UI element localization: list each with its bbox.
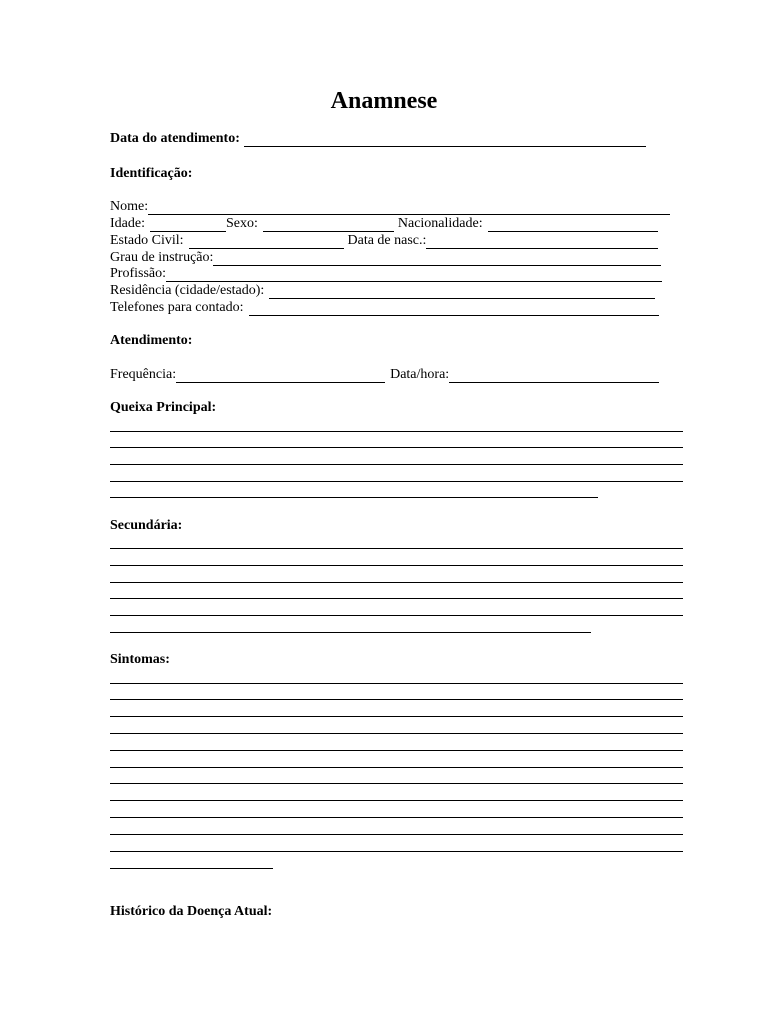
- symptoms-line[interactable]: [110, 767, 683, 768]
- phones-row: [110, 300, 659, 316]
- symptoms-line[interactable]: [110, 817, 683, 818]
- age-sex-nationality-row: [110, 216, 658, 232]
- symptoms-line[interactable]: [110, 716, 683, 717]
- main-complaint-heading: Queixa Principal:: [110, 400, 217, 415]
- identification-heading: Identificação:: [110, 166, 193, 181]
- main-complaint-line[interactable]: [110, 464, 683, 465]
- symptoms-line[interactable]: [110, 683, 683, 684]
- main-complaint-line[interactable]: [110, 431, 683, 432]
- age-field[interactable]: [150, 218, 226, 232]
- datetime-label: Data/hora:: [390, 367, 450, 382]
- symptoms-line[interactable]: [110, 699, 683, 700]
- symptoms-heading: Sintomas:: [110, 652, 170, 667]
- date-field[interactable]: [244, 133, 646, 147]
- secondary-line[interactable]: [110, 615, 683, 616]
- secondary-line[interactable]: [110, 598, 683, 599]
- nationality-label: Nacionalidade:: [397, 216, 483, 231]
- secondary-line[interactable]: [110, 632, 591, 633]
- civil-status-field[interactable]: [189, 235, 344, 249]
- phones-label: Telefones para contado:: [110, 300, 244, 315]
- frequency-row: [110, 367, 659, 383]
- datetime-field[interactable]: [449, 369, 659, 383]
- name-label: Nome:: [110, 199, 149, 214]
- name-field[interactable]: [148, 201, 670, 215]
- symptoms-line[interactable]: [110, 783, 683, 784]
- profession-field[interactable]: [166, 268, 662, 282]
- sex-field[interactable]: [263, 218, 394, 232]
- name-row: [110, 199, 670, 215]
- secondary-line[interactable]: [110, 565, 683, 566]
- residence-field[interactable]: [269, 285, 655, 299]
- civil-status-label: Estado Civil:: [110, 233, 184, 248]
- symptoms-line[interactable]: [110, 750, 683, 751]
- profession-row: [110, 266, 662, 282]
- education-row: [110, 250, 661, 266]
- symptoms-line[interactable]: [110, 733, 683, 734]
- attendance-heading: Atendimento:: [110, 333, 193, 348]
- history-heading: Histórico da Doença Atual:: [110, 904, 273, 919]
- residence-row: [110, 283, 655, 299]
- sex-label: Sexo:: [225, 216, 258, 231]
- symptoms-line[interactable]: [110, 834, 683, 835]
- frequency-field[interactable]: [176, 369, 385, 383]
- main-complaint-line[interactable]: [110, 447, 683, 448]
- main-complaint-line[interactable]: [110, 497, 598, 498]
- secondary-line[interactable]: [110, 548, 683, 549]
- symptoms-line[interactable]: [110, 800, 683, 801]
- civil-birth-row: [110, 233, 658, 249]
- education-field[interactable]: [213, 252, 661, 266]
- symptoms-line[interactable]: [110, 868, 273, 869]
- education-label: Grau de instrução:: [110, 250, 214, 265]
- date-label: Data do atendimento:: [110, 131, 240, 146]
- main-complaint-line[interactable]: [110, 481, 683, 482]
- frequency-label: Frequência:: [110, 367, 177, 382]
- residence-label: Residência (cidade/estado):: [110, 283, 265, 298]
- birth-date-field[interactable]: [426, 235, 658, 249]
- profession-label: Profissão:: [110, 266, 166, 281]
- date-row: [110, 131, 646, 147]
- phones-field[interactable]: [249, 302, 659, 316]
- birth-date-label: Data de nasc.:: [347, 233, 427, 248]
- nationality-field[interactable]: [488, 218, 658, 232]
- secondary-line[interactable]: [110, 582, 683, 583]
- symptoms-line[interactable]: [110, 851, 683, 852]
- secondary-heading: Secundária:: [110, 518, 183, 533]
- age-label: Idade:: [110, 216, 145, 231]
- document-title: Anamnese: [330, 88, 438, 114]
